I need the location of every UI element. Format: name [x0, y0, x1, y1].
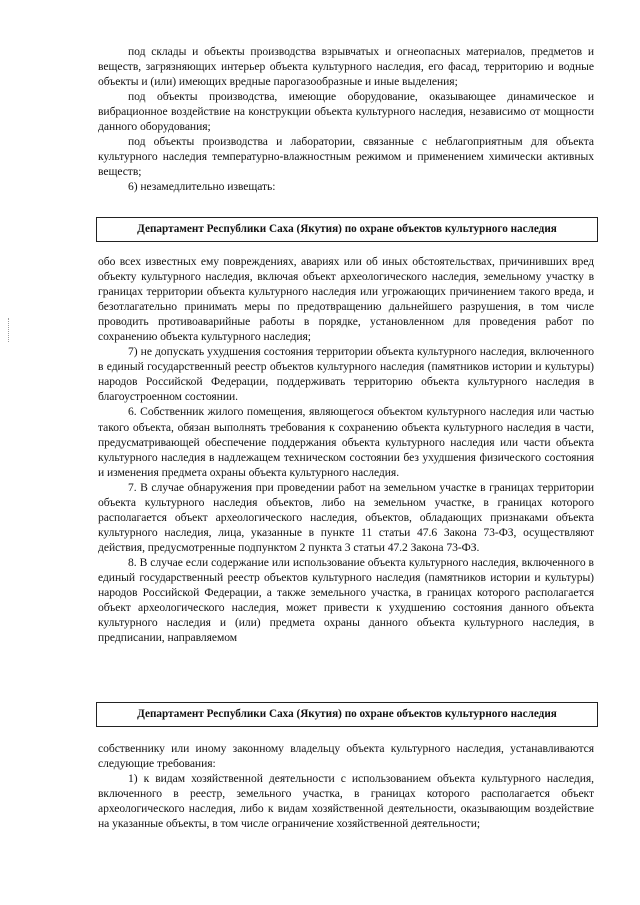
department-header-text: Департамент Республики Саха (Якутия) по охране объектов культурного наследия — [137, 708, 557, 720]
text-section-bottom — [98, 741, 594, 831]
department-header-box — [96, 217, 598, 242]
paragraph: под объекты производства, имеющие оборудование, оказывающее динамическое и вибрационное воздействие на конструкции объекта культурного наследия, независимо от мощности данного оборудования; — [98, 90, 594, 134]
paragraph: 8. В случае если содержание или использование объекта культурного наследия, включенного в единый государственный реестр объектов культурного наследия (памятников истории и культуры) народов Российской Федерации, а также земельного участка, в границах которого располагается объект археологического наследия, может привести к ухудшению состояния данного объекта культурного наследия и (или) предмета охраны данного объекта культурного наследия, в предписании, направляемом — [98, 555, 594, 645]
text-section-top — [98, 44, 594, 194]
paragraph: 6. Собственник жилого помещения, являющегося объектом культурного наследия или частью такого объекта, обязан выполнять требования к сохранению объекта культурного наследия в части, предусматривающей обеспечение поддержания объекта культурного наследия или части объекта культурного наследия в надлежащем техническом состоянии без ухудшения физического состояния и изменения предмета охраны объекта культурного наследия. — [98, 405, 594, 479]
paragraph: собственнику или иному законному владельцу объекта культурного наследия, устанавливаются следующие требования: — [98, 742, 594, 771]
department-header-box — [96, 702, 598, 727]
paragraph: под склады и объекты производства взрывчатых и огнеопасных материалов, предметов и веществ, загрязняющих интерьер объекта культурного наследия, его фасад, территорию и водные объекты и (или) имеющих вредные парогазообразные и иные выделения; — [98, 45, 594, 89]
paragraph: 7. В случае обнаружения при проведении работ на земельном участке в границах территории объекта культурного наследия объектов, либо на земельном участке, в границах которого располагается объект археологического наследия, объектов, обладающих признаками объекта культурного наследия, лица, указанные в пункте 11 статьи 47.6 Закона 73-ФЗ, осуществляют действия, предусмотренные подпунктом 2 пункта 3 статьи 47.2 Закона 73-ФЗ. — [98, 480, 594, 554]
paragraph: 1) к видам хозяйственной деятельности с использованием объекта культурного наследия, включенного в реестр, земельного участка, в границах которого располагается объект археологического наследия, либо к видам хозяйственной деятельности, оказывающим воздействие на указанные объекты, в том числе ограничение хозяйственной деятельности; — [98, 772, 594, 831]
paragraph: обо всех известных ему повреждениях, авариях или об иных обстоятельствах, причинивших вред объекту культурного наследия, включая объект археологического наследия, земельному участку в границах территории объекта культурного наследия или угрожающих причинением такого вреда, и безотлагательно принимать меры по предотвращению дальнейшего разрушения, в том числе проводить противоаварийные работы в порядке, установленном для проведения работ по сохранению объекта культурного наследия; — [98, 255, 594, 344]
scan-edge-mark — [8, 318, 10, 342]
department-header-text: Департамент Республики Саха (Якутия) по охране объектов культурного наследия — [137, 223, 557, 235]
paragraph: 6) незамедлительно извещать: — [128, 180, 276, 194]
paragraph: 7) не допускать ухудшения состояния территории объекта культурного наследия, включенного в единый государственный реестр объектов культурного наследия (памятников истории и культуры) народов Российской Федерации, поддерживать территорию объекта культурного наследия в благоустроенном состоянии. — [98, 345, 594, 404]
text-section-middle — [98, 254, 594, 645]
paragraph: под объекты производства и лаборатории, связанные с неблагоприятным для объекта культурного наследия температурно-влажностным режимом и применением химически активных веществ; — [98, 135, 594, 179]
